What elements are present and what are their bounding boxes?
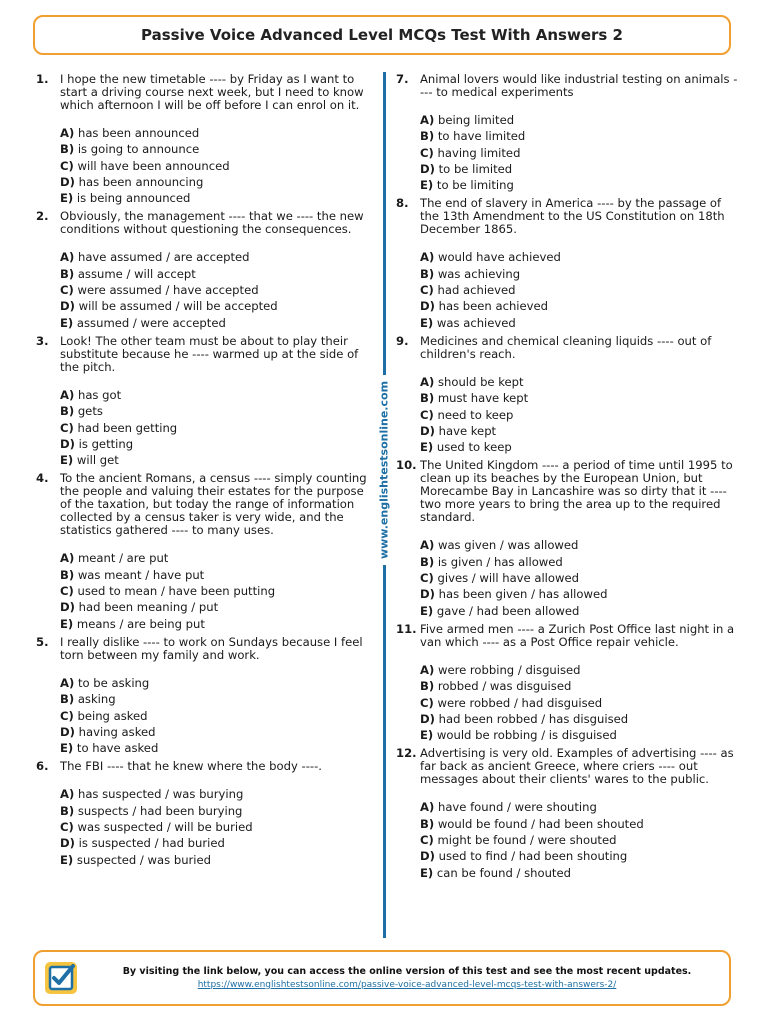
option-letter: C) xyxy=(420,571,434,586)
option-text: to be limiting xyxy=(436,178,514,193)
question-block xyxy=(36,760,368,867)
option-text: used to find / had been shouting xyxy=(438,849,628,864)
question-row xyxy=(396,747,740,786)
answer-option[interactable] xyxy=(60,282,368,298)
option-text: was given / was allowed xyxy=(437,538,579,553)
option-text: had been robbed / has disguised xyxy=(438,711,629,726)
option-text: gave / had been allowed xyxy=(436,603,580,618)
answer-option[interactable] xyxy=(60,298,368,314)
answer-option[interactable] xyxy=(60,403,368,419)
question-row xyxy=(36,335,368,374)
question-text: I really dislike ---- to work on Sundays because I feel torn between my family and work. xyxy=(60,634,363,662)
answer-option[interactable] xyxy=(420,423,740,439)
option-text: were robbing / disguised xyxy=(437,662,581,677)
answer-option[interactable] xyxy=(60,387,368,403)
option-text: would have achieved xyxy=(437,250,561,265)
option-letter: C) xyxy=(60,420,74,435)
option-letter: C) xyxy=(60,708,74,723)
option-text: asking xyxy=(77,692,116,707)
option-text: has got xyxy=(77,387,122,402)
option-letter: C) xyxy=(420,407,434,422)
question-number: 11. xyxy=(396,621,417,636)
question-text: Animal lovers would like industrial testing on animals ---- to medical experiments xyxy=(420,72,738,99)
option-text: had achieved xyxy=(437,283,516,298)
question-number: 1. xyxy=(36,72,49,86)
answer-option[interactable] xyxy=(60,583,368,599)
answer-option[interactable] xyxy=(420,711,740,727)
option-letter: D) xyxy=(420,849,435,864)
option-text: were robbed / had disguised xyxy=(437,695,603,710)
option-letter: E) xyxy=(420,315,434,330)
footer-text: By visiting the link below, you can access the online version of this test and see the most recent updates. xyxy=(122,966,692,977)
option-letter: A) xyxy=(60,250,75,265)
question-number: 12. xyxy=(396,746,417,761)
page-title: Passive Voice Advanced Level MCQs Test With Answers 2 xyxy=(33,15,731,55)
option-letter: D) xyxy=(420,299,435,314)
question-number: 10. xyxy=(396,458,417,473)
option-letter: C) xyxy=(420,145,434,160)
option-text: will have been announced xyxy=(77,158,230,173)
question-block xyxy=(36,73,368,206)
option-letter: D) xyxy=(60,436,75,451)
option-letter: E) xyxy=(60,191,74,206)
question-number: 6. xyxy=(36,759,49,774)
answer-option[interactable] xyxy=(420,161,740,177)
option-text: were assumed / have accepted xyxy=(77,283,259,298)
answer-option[interactable] xyxy=(60,550,368,566)
option-letter: B) xyxy=(420,679,435,694)
option-text: was achieving xyxy=(437,266,521,281)
question-block xyxy=(396,747,740,880)
option-letter: E) xyxy=(60,616,74,631)
answer-options xyxy=(420,374,740,455)
option-text: was achieved xyxy=(436,315,516,330)
question-block xyxy=(396,459,740,618)
question-block xyxy=(36,210,368,330)
option-letter: B) xyxy=(60,692,75,707)
question-row xyxy=(396,335,740,361)
option-text: has been achieved xyxy=(438,299,548,314)
answer-option[interactable] xyxy=(420,439,740,455)
answer-option[interactable] xyxy=(420,662,740,678)
question-row xyxy=(396,73,740,99)
question-text: Obviously, the management ---- that we ---- the new conditions without questioning the consequences. xyxy=(60,209,364,237)
answer-option[interactable] xyxy=(420,298,740,314)
question-text: The United Kingdom ---- a period of time until 1995 to clean up its beaches by the European Union, but Morecambe Bay in Lancashire was so dirty that it ---- two more years to bring the area up to the required standard. xyxy=(420,458,733,525)
answer-option[interactable] xyxy=(60,125,368,141)
option-text: to be limited xyxy=(438,161,513,176)
answer-option[interactable] xyxy=(60,158,368,174)
answer-options xyxy=(60,550,368,631)
answer-option[interactable] xyxy=(60,835,368,851)
option-letter: A) xyxy=(60,551,75,566)
question-text: Five armed men ---- a Zurich Post Office last night in a van which ---- as a Post Office repair vehicle. xyxy=(420,621,735,649)
footer-link[interactable]: https://www.englishtestsonline.com/passive-voice-advanced-level-mcqs-test-with-answers-2/ xyxy=(197,980,617,990)
option-text: to have limited xyxy=(437,129,526,144)
option-letter: D) xyxy=(420,423,435,438)
answer-option[interactable] xyxy=(420,282,740,298)
answer-option[interactable] xyxy=(60,249,368,265)
option-text: used to keep xyxy=(436,440,512,455)
option-letter: A) xyxy=(420,250,435,265)
vertical-site-url: www.englishtestsonline.com xyxy=(374,375,395,565)
footer-box xyxy=(33,950,731,1006)
question-text: To the ancient Romans, a census ---- simply counting the people and valuing their estates for the purpose of the taxation, but today the range of information collected by a census taker is very wide, and the statistics gathered ---- to many uses. xyxy=(60,471,367,538)
option-text: had been meaning / put xyxy=(78,600,219,615)
question-row xyxy=(396,459,740,524)
question-number: 5. xyxy=(36,634,49,649)
question-row xyxy=(36,210,368,236)
option-letter: B) xyxy=(420,391,435,406)
option-letter: A) xyxy=(60,126,75,140)
question-row xyxy=(396,623,740,649)
answer-option[interactable] xyxy=(420,865,740,881)
option-letter: D) xyxy=(60,724,75,739)
option-letter: E) xyxy=(60,315,74,330)
option-text: have assumed / are accepted xyxy=(77,250,250,265)
answer-options xyxy=(420,537,740,618)
answer-option[interactable] xyxy=(420,848,740,864)
answer-option[interactable] xyxy=(420,832,740,848)
answer-option[interactable] xyxy=(420,145,740,161)
option-text: was suspected / will be buried xyxy=(77,820,253,835)
question-row xyxy=(36,472,368,537)
option-letter: D) xyxy=(60,174,75,189)
option-letter: C) xyxy=(60,584,74,599)
option-text: used to mean / have been putting xyxy=(77,584,276,599)
question-row xyxy=(36,636,368,662)
question-block xyxy=(36,636,368,756)
question-number: 7. xyxy=(396,72,409,86)
option-text: need to keep xyxy=(437,407,514,422)
option-letter: D) xyxy=(60,299,75,314)
option-letter: E) xyxy=(60,453,74,468)
answer-option[interactable] xyxy=(420,537,740,553)
answer-option[interactable] xyxy=(420,315,740,331)
question-number: 4. xyxy=(36,471,49,486)
option-text: has been announcing xyxy=(78,174,204,189)
answer-option[interactable] xyxy=(420,570,740,586)
answer-options xyxy=(420,662,740,743)
option-text: is suspected / had buried xyxy=(78,836,225,851)
option-letter: A) xyxy=(420,662,435,677)
answer-option[interactable] xyxy=(420,816,740,832)
question-text: Medicines and chemical cleaning liquids ---- out of children's reach. xyxy=(420,333,712,361)
question-text: I hope the new timetable ---- by Friday as I want to start a driving course next week, but I need to know which afternoon I will be off before I can enrol on it. xyxy=(60,72,364,112)
question-text: Advertising is very old. Examples of advertising ---- as far back as ancient Greece, where criers ---- out messages about their clients' wares to the public. xyxy=(420,746,734,787)
option-letter: E) xyxy=(420,178,434,193)
answer-option[interactable] xyxy=(60,452,368,468)
answer-option[interactable] xyxy=(60,420,368,436)
answer-option[interactable] xyxy=(420,554,740,570)
option-letter: B) xyxy=(420,554,435,569)
option-text: assume / will accept xyxy=(77,266,196,281)
question-row xyxy=(36,760,368,773)
answer-option[interactable] xyxy=(60,436,368,452)
option-text: assumed / were accepted xyxy=(76,315,226,330)
option-letter: A) xyxy=(420,113,435,127)
option-text: had been getting xyxy=(77,420,178,435)
answer-options xyxy=(60,675,368,756)
option-text: having limited xyxy=(437,145,521,160)
answer-option[interactable] xyxy=(420,266,740,282)
option-text: has suspected / was burying xyxy=(77,787,244,802)
option-letter: E) xyxy=(60,852,74,867)
answer-option[interactable] xyxy=(60,852,368,868)
option-letter: A) xyxy=(420,538,435,553)
left-question-column xyxy=(36,73,368,872)
answer-option[interactable] xyxy=(60,616,368,632)
option-text: must have kept xyxy=(437,391,529,406)
question-row xyxy=(396,197,740,236)
question-row xyxy=(36,73,368,112)
answer-option[interactable] xyxy=(420,799,740,815)
answer-options xyxy=(420,249,740,330)
question-block xyxy=(36,335,368,468)
answer-options xyxy=(420,799,740,880)
option-text: to be asking xyxy=(77,675,150,690)
answer-option[interactable] xyxy=(60,266,368,282)
option-text: will get xyxy=(76,453,119,468)
answer-option[interactable] xyxy=(420,678,740,694)
option-text: is getting xyxy=(78,436,134,451)
option-letter: D) xyxy=(420,711,435,726)
question-block xyxy=(396,335,740,455)
question-number: 2. xyxy=(36,209,49,224)
option-letter: A) xyxy=(60,787,75,802)
option-letter: C) xyxy=(420,833,434,848)
option-letter: A) xyxy=(420,374,435,389)
answer-option[interactable] xyxy=(420,177,740,193)
question-text: Look! The other team must be about to play their substitute because he ---- warmed up at the side of the pitch. xyxy=(60,333,359,374)
answer-option[interactable] xyxy=(420,586,740,602)
answer-options xyxy=(60,387,368,468)
answer-option[interactable] xyxy=(420,112,740,128)
answer-option[interactable] xyxy=(60,567,368,583)
question-block xyxy=(396,197,740,330)
option-letter: C) xyxy=(420,283,434,298)
answer-option[interactable] xyxy=(420,128,740,144)
option-text: is being announced xyxy=(76,191,191,206)
option-letter: A) xyxy=(60,387,75,402)
option-text: should be kept xyxy=(437,374,524,389)
option-text: gets xyxy=(77,404,103,419)
answer-option[interactable] xyxy=(60,786,368,802)
right-question-column xyxy=(396,73,740,885)
option-letter: D) xyxy=(420,161,435,176)
answer-option[interactable] xyxy=(60,691,368,707)
option-text: is going to announce xyxy=(77,142,200,157)
option-text: have kept xyxy=(438,423,497,438)
option-text: being limited xyxy=(437,113,515,127)
answer-option[interactable] xyxy=(60,724,368,740)
answer-options xyxy=(60,125,368,206)
answer-option[interactable] xyxy=(60,819,368,835)
answer-option[interactable] xyxy=(60,190,368,206)
option-text: meant / are put xyxy=(77,551,169,566)
option-letter: D) xyxy=(420,587,435,602)
question-block xyxy=(396,623,740,743)
option-letter: B) xyxy=(60,142,75,157)
option-letter: E) xyxy=(420,603,434,618)
option-text: would be found / had been shouted xyxy=(437,816,644,831)
question-number: 3. xyxy=(36,333,49,348)
option-text: can be found / shouted xyxy=(436,865,571,880)
answer-options xyxy=(60,786,368,867)
question-block xyxy=(396,73,740,193)
option-letter: E) xyxy=(420,440,434,455)
answer-option[interactable] xyxy=(420,727,740,743)
option-text: is given / has allowed xyxy=(437,554,563,569)
answer-option[interactable] xyxy=(60,675,368,691)
option-text: suspects / had been burying xyxy=(77,803,243,818)
answer-option[interactable] xyxy=(60,599,368,615)
option-letter: B) xyxy=(60,404,75,419)
answer-option[interactable] xyxy=(60,315,368,331)
question-number: 9. xyxy=(396,333,409,348)
answer-option[interactable] xyxy=(60,174,368,190)
option-letter: B) xyxy=(60,567,75,582)
answer-option[interactable] xyxy=(420,374,740,390)
option-letter: A) xyxy=(60,675,75,690)
option-letter: A) xyxy=(420,800,435,815)
option-letter: C) xyxy=(60,283,74,298)
option-letter: B) xyxy=(420,816,435,831)
option-text: gives / will have allowed xyxy=(437,571,579,586)
option-text: being asked xyxy=(77,708,148,723)
option-letter: D) xyxy=(60,600,75,615)
option-letter: C) xyxy=(60,820,74,835)
answer-option[interactable] xyxy=(420,407,740,423)
option-text: suspected / was buried xyxy=(76,852,212,867)
option-letter: C) xyxy=(60,158,74,173)
option-text: has been given / has allowed xyxy=(438,587,608,602)
question-block xyxy=(36,472,368,631)
option-letter: B) xyxy=(60,803,75,818)
option-text: to have asked xyxy=(76,741,159,756)
option-letter: E) xyxy=(420,728,434,743)
checkbox-check-icon xyxy=(43,960,79,996)
question-text: The end of slavery in America ---- by the passage of the 13th Amendment to the US Constitution on 18th December 1865. xyxy=(420,196,725,237)
option-text: was meant / have put xyxy=(77,567,205,582)
option-letter: E) xyxy=(60,741,74,756)
option-text: means / are being put xyxy=(76,616,205,631)
option-text: might be found / were shouted xyxy=(437,833,617,848)
option-letter: D) xyxy=(60,836,75,851)
option-text: will be assumed / will be accepted xyxy=(78,299,278,314)
answer-option[interactable] xyxy=(60,803,368,819)
question-number: 8. xyxy=(396,196,409,211)
option-text: has been announced xyxy=(77,126,200,140)
answer-option[interactable] xyxy=(420,603,740,619)
answer-option[interactable] xyxy=(60,708,368,724)
answer-option[interactable] xyxy=(60,740,368,756)
option-text: have found / were shouting xyxy=(437,800,597,815)
answer-option[interactable] xyxy=(420,390,740,406)
answer-options xyxy=(420,112,740,193)
option-letter: B) xyxy=(420,266,435,281)
option-letter: E) xyxy=(420,865,434,880)
question-text: The FBI ---- that he knew where the body ----. xyxy=(60,759,322,774)
option-letter: B) xyxy=(420,129,435,144)
answer-option[interactable] xyxy=(420,695,740,711)
option-letter: C) xyxy=(420,695,434,710)
answer-option[interactable] xyxy=(420,249,740,265)
option-letter: B) xyxy=(60,266,75,281)
option-text: would be robbing / is disguised xyxy=(436,728,617,743)
option-text: robbed / was disguised xyxy=(437,679,572,694)
answer-options xyxy=(60,249,368,330)
answer-option[interactable] xyxy=(60,141,368,157)
option-text: having asked xyxy=(78,724,156,739)
